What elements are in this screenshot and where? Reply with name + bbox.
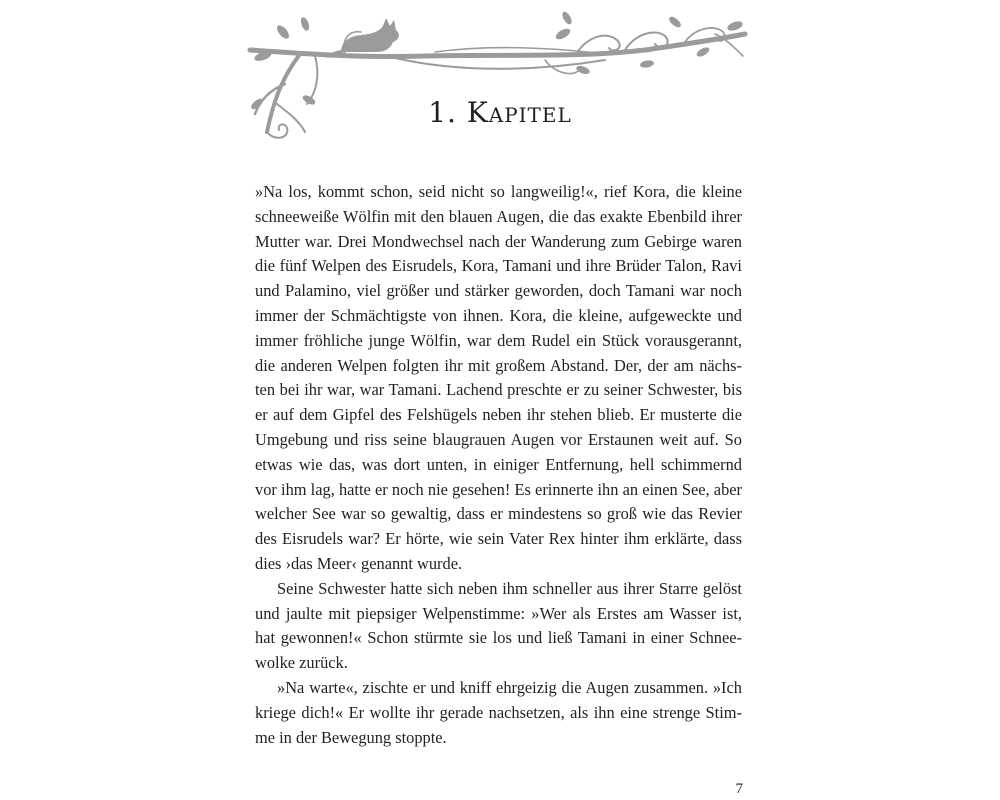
chapter-title: 1. Kapitel — [428, 96, 572, 129]
text-line: etwas wie das, was dort unten, in einiger Entfernung, hell schimmernd — [255, 454, 742, 474]
text-line: »Na warte«, zischte er und kniff ehrgeizig die Augen zusammen. »Ich — [277, 677, 742, 697]
text-line: ten bei ihr war, war Tamani. Lachend preschte er zu seiner Schwester, bis — [255, 380, 742, 400]
page-number: 7 — [735, 781, 743, 797]
text-line: und jaulte mit piepsiger Welpenstimme: »Wer als Erstes am Wasser ist, — [255, 603, 742, 623]
text-line: welcher See war so gewaltig, dass er mindestens so groß wie das Revier — [255, 504, 742, 524]
text-line: Seine Schwester hatte sich neben ihm schneller aus ihrer Starre gelöst — [277, 578, 742, 598]
text-line: Mutter war. Drei Mondwechsel nach der Wanderung zum Gebirge waren — [255, 231, 742, 251]
text-line: dies ›das Meer‹ genannt wurde. — [255, 553, 463, 573]
text-line: kriege dich!« Er wollte ihr gerade nachsetzen, als ihn eine strenge Stim- — [255, 702, 742, 722]
text-line: »Na los, kommt schon, seid nicht so langweilig!«, rief Kora, die kleine — [255, 182, 742, 201]
text-line: wolke zurück. — [255, 653, 348, 673]
text-line: und Palamino, viel größer und stärker geworden, doch Tamani war noch — [255, 281, 742, 301]
text-line: vor ihm lag, hatte er noch nie gesehen! Es erinnerte ihn an einen See, aber — [255, 479, 742, 499]
text-line: schneeweiße Wölfin mit den blauen Augen, die das exakte Ebenbild ihrer — [255, 206, 742, 226]
text-line: me in der Bewegung stoppte. — [255, 727, 447, 747]
text-line: die fünf Welpen des Eisrudels, Kora, Tamani und ihre Brüder Talon, Ravi — [255, 256, 742, 276]
text-line: er auf dem Gipfel des Felshügels neben ihr stehen blieb. Er musterte die — [255, 405, 742, 425]
text-line: des Eisrudels war? Er hörte, wie sein Vater Rex hinter ihm erklärte, dass — [255, 529, 742, 549]
text-line: immer fröhliche junge Wölfin, war dem Rudel ein Stück vorausgerannt, — [255, 330, 742, 350]
body-text — [255, 180, 742, 750]
text-line: Umgebung und riss seine blaugrauen Augen vor Erstaunen weit auf. So — [255, 429, 742, 449]
text-line: hat gewonnen!« Schon stürmte sie los und ließ Tamani in einer Schnee- — [255, 628, 742, 648]
text-line: immer der Schmächtigste von ihnen. Kora, die kleine, aufgeweckte und — [255, 305, 742, 325]
text-line: die anderen Welpen folgten ihr mit großem Abstand. Der, der am nächs- — [255, 355, 742, 375]
